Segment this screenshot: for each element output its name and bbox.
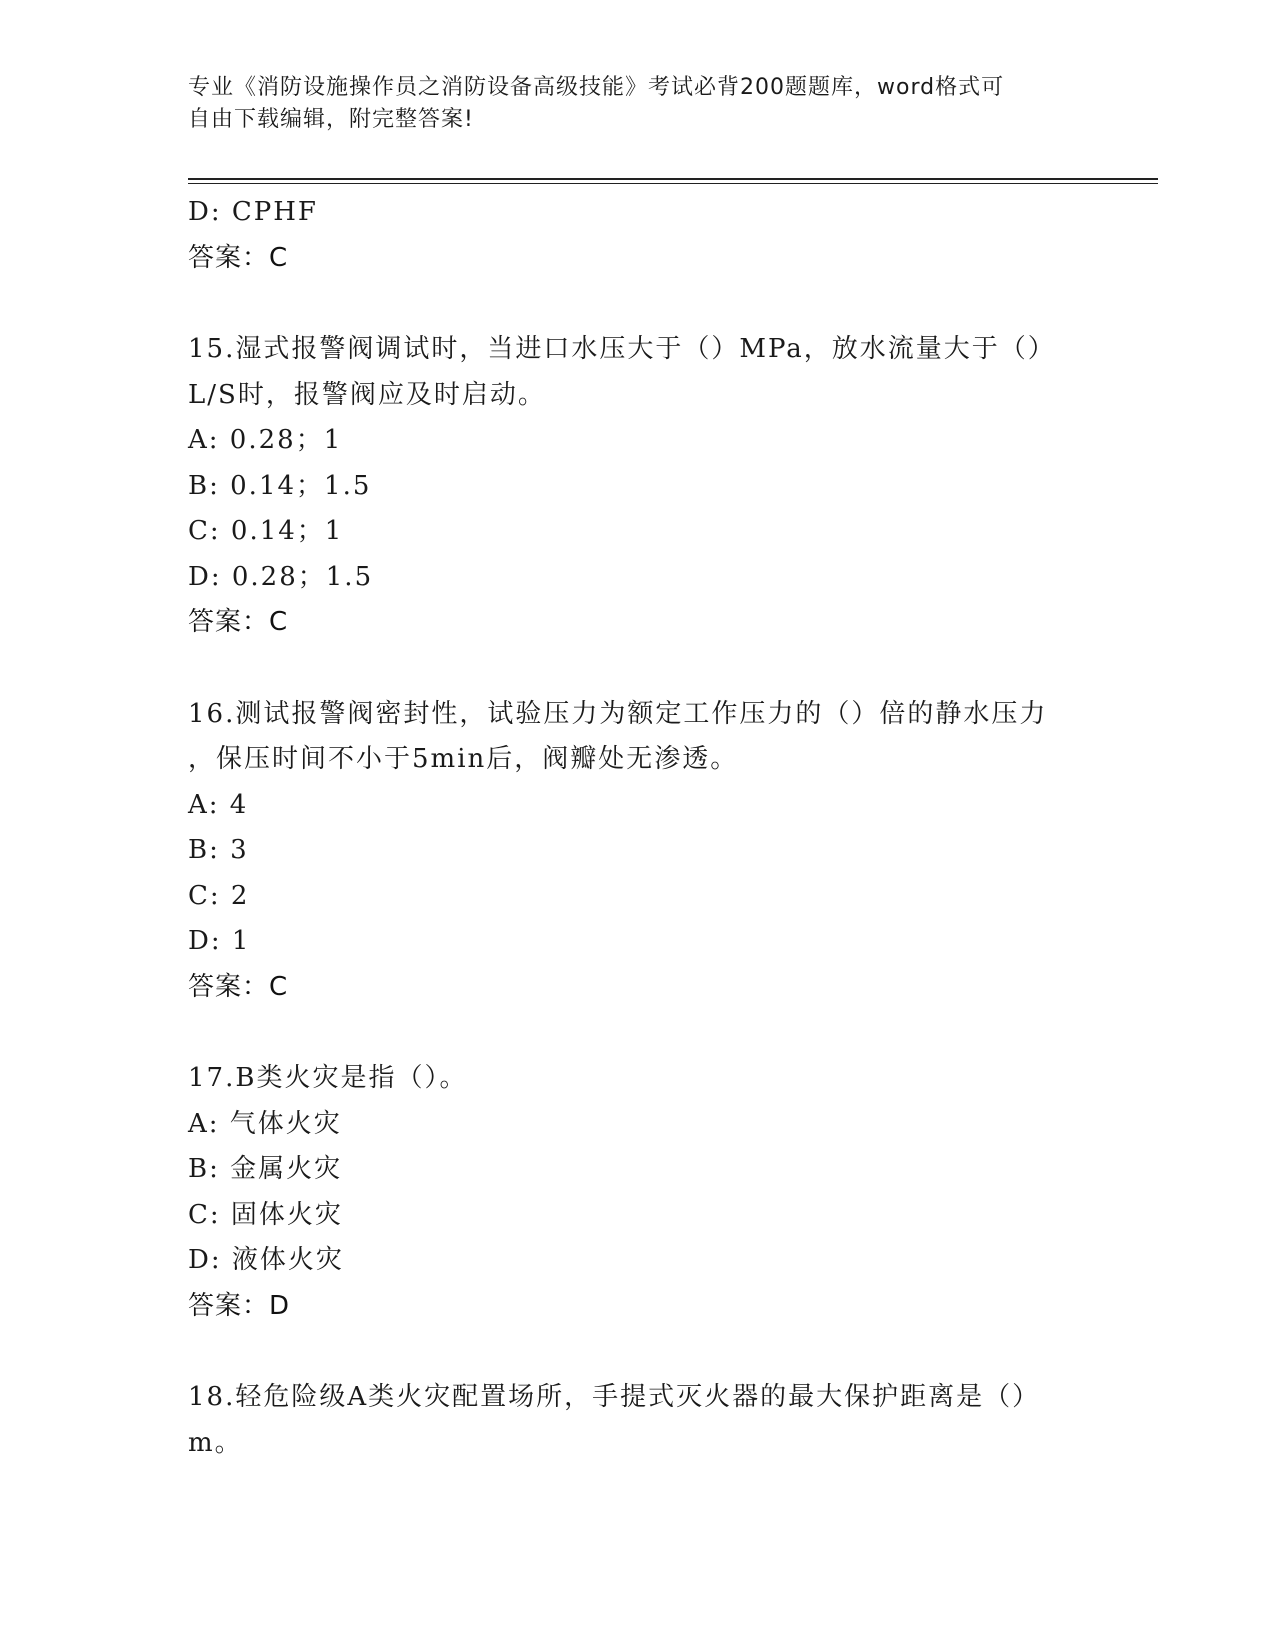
option-c: C: 固体火灾 bbox=[188, 1199, 343, 1230]
header-title-line-2: 自由下载编辑，附完整答案! bbox=[188, 107, 474, 132]
question-stem: 16.测试报警阀密封性，试验压力为额定工作压力的（）倍的静水压力 bbox=[188, 698, 1048, 729]
option-c: C: 0.14；1 bbox=[188, 516, 344, 546]
question-stem: 17.B类火灾是指（）。 bbox=[188, 1063, 468, 1093]
header-rule-thin bbox=[188, 183, 1158, 184]
question-stem: 15.湿式报警阀调试时，当进口水压大于（）MPa，放水流量大于（） bbox=[188, 334, 1056, 364]
answer-line: 答案：C bbox=[188, 242, 289, 273]
option-d: D: 1 bbox=[188, 926, 251, 956]
question-16 bbox=[188, 692, 1088, 1011]
question-14-tail bbox=[188, 190, 1088, 281]
page-header bbox=[188, 72, 1068, 136]
option-b: B: 3 bbox=[188, 835, 249, 865]
question-17 bbox=[188, 1056, 1088, 1329]
option-a: A: 0.28；1 bbox=[188, 425, 343, 455]
option-c: C: 2 bbox=[188, 880, 250, 911]
question-stem-continued: m。 bbox=[188, 1427, 243, 1458]
answer-line: 答案：C bbox=[188, 971, 289, 1002]
header-title-line-1: 专业《消防设施操作员之消防设备高级技能》考试必背200题题库，word格式可 bbox=[188, 75, 1005, 100]
question-18 bbox=[188, 1375, 1088, 1466]
option-a: A: 气体火灾 bbox=[188, 1108, 342, 1139]
option-d: D: 液体火灾 bbox=[188, 1245, 344, 1275]
option-b: B: 0.14；1.5 bbox=[188, 470, 372, 501]
question-stem: 18.轻危险级A类火灾配置场所，手提式灭火器的最大保护距离是（） bbox=[188, 1382, 1041, 1412]
option-d: D: 0.28；1.5 bbox=[188, 561, 374, 592]
question-15 bbox=[188, 327, 1088, 646]
header-rule-thick bbox=[188, 178, 1158, 180]
option-a: A: 4 bbox=[188, 789, 249, 820]
option-b: B: 金属火灾 bbox=[188, 1154, 343, 1184]
answer-line: 答案：C bbox=[188, 607, 289, 637]
answer-line: 答案：D bbox=[188, 1290, 291, 1321]
question-stem-continued: L/S时，报警阀应及时启动。 bbox=[188, 379, 546, 410]
option-d: D: CPHF bbox=[188, 197, 318, 227]
question-stem-continued: ，保压时间不小于5min后，阀瓣处无渗透。 bbox=[188, 744, 739, 774]
question-list bbox=[188, 190, 1088, 1466]
